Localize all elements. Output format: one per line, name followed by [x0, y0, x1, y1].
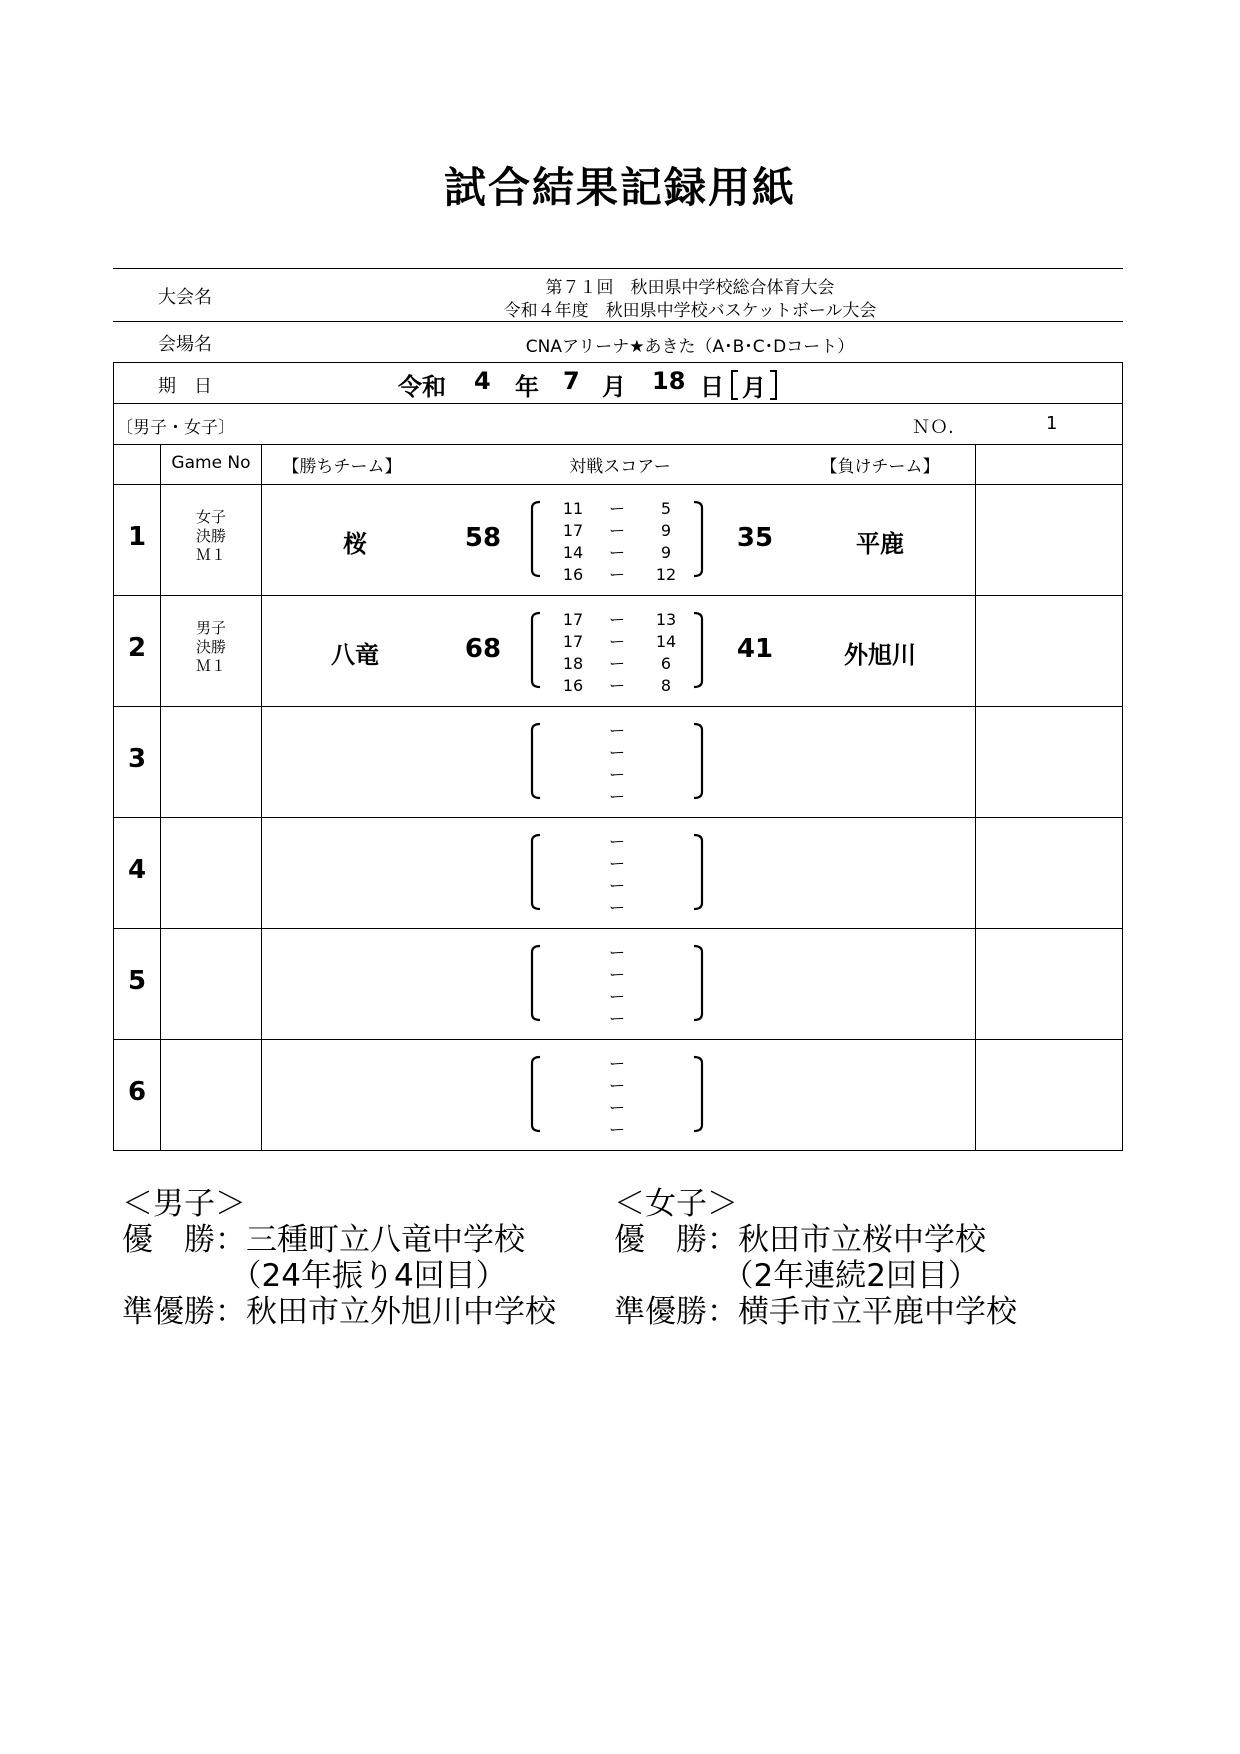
- winner-team: 八竜: [331, 641, 379, 669]
- bracket-right: [686, 610, 706, 690]
- quarter-dash: ー: [608, 1098, 625, 1117]
- row-number: 3: [127, 744, 147, 774]
- table-row-rule: [113, 817, 1123, 818]
- quarter-dash: ー: [608, 765, 625, 784]
- table-row-rule: [113, 928, 1123, 929]
- boys-winner: 優 勝：三種町立八竜中学校: [122, 1222, 525, 1258]
- row-number: 4: [127, 855, 147, 885]
- row-number: 6: [127, 1077, 147, 1107]
- quarter-winner-score: 16: [562, 565, 584, 584]
- bracket-left: [528, 610, 548, 690]
- winner-score: 68: [464, 634, 502, 664]
- rule-top: [113, 268, 1123, 269]
- table-header-rule: [113, 484, 1123, 485]
- quarter-loser-score: 6: [660, 654, 672, 673]
- game-category-line: Ｍ１: [195, 546, 226, 564]
- girls-runner-up: 準優勝：横手市立平鹿中学校: [614, 1294, 1017, 1330]
- boys-heading: ＜男子＞: [122, 1186, 246, 1222]
- tournament-label: 大会名: [158, 287, 212, 308]
- date-label: 期 日: [158, 376, 212, 397]
- rule-table-top: [113, 444, 1123, 445]
- quarter-dash: ー: [608, 721, 625, 740]
- game-category-line: 決勝: [195, 527, 226, 545]
- date-month: 7: [563, 367, 580, 395]
- quarter-dash: ー: [608, 943, 625, 962]
- col-winner: 【勝ちチーム】: [282, 457, 402, 477]
- quarter-dash: ー: [608, 965, 625, 984]
- quarter-loser-score: 14: [655, 632, 677, 651]
- quarter-dash: ー: [608, 898, 625, 917]
- bracket-left: [528, 499, 548, 579]
- quarter-loser-score: 12: [655, 565, 677, 584]
- quarter-loser-score: 9: [660, 521, 672, 540]
- no-value: 1: [1046, 413, 1058, 434]
- quarter-loser-score: 8: [660, 676, 672, 695]
- col-game-no: Game No: [171, 453, 251, 473]
- game-category-line: 男子: [195, 619, 226, 637]
- quarter-dash: ー: [608, 654, 625, 673]
- table-col-rule-4: [1122, 444, 1123, 1150]
- row-number: 5: [127, 966, 147, 996]
- winner-team: 桜: [343, 530, 367, 558]
- rule-date-right: [1122, 362, 1123, 444]
- venue-name: CNAアリーナ★あきた（A･B･C･Dコート）: [525, 337, 855, 357]
- bracket-right: [686, 832, 706, 912]
- quarter-dash: ー: [608, 543, 625, 562]
- rule-date: [113, 362, 1123, 363]
- quarter-dash: ー: [608, 787, 625, 806]
- quarter-winner-score: 11: [562, 499, 584, 518]
- rule-gender: [113, 403, 1123, 404]
- tournament-name-line1: 第７１回 秋田県中学校総合体育大会: [545, 278, 835, 298]
- table-row-rule: [113, 706, 1123, 707]
- table-col-rule-2: [261, 444, 262, 1150]
- row-number: 2: [127, 633, 147, 663]
- table-row-rule: [113, 1039, 1123, 1040]
- girls-note: （2年連続2回目）: [614, 1258, 979, 1294]
- quarter-winner-score: 17: [562, 521, 584, 540]
- quarter-dash: ー: [608, 1076, 625, 1095]
- rule-date-left: [113, 362, 114, 444]
- date-year: 4: [474, 367, 491, 395]
- quarter-winner-score: 17: [562, 632, 584, 651]
- winner-score: 58: [464, 523, 502, 553]
- bracket-right: [686, 499, 706, 579]
- bracket-right: [686, 943, 706, 1023]
- quarter-dash: ー: [608, 1120, 625, 1139]
- quarter-dash: ー: [608, 854, 625, 873]
- girls-heading: ＜女子＞: [614, 1186, 738, 1222]
- quarter-loser-score: 5: [660, 499, 672, 518]
- col-loser: 【負けチーム】: [820, 457, 940, 477]
- bracket-left: [528, 721, 548, 801]
- quarter-dash: ー: [608, 1054, 625, 1073]
- boys-runner-up: 準優勝：秋田市立外旭川中学校: [122, 1294, 556, 1330]
- boys-note: （24年振り4回目）: [122, 1258, 507, 1294]
- col-score: 対戦スコアー: [569, 457, 671, 477]
- quarter-dash: ー: [608, 565, 625, 584]
- quarter-dash: ー: [608, 499, 625, 518]
- row-number: 1: [127, 522, 147, 552]
- venue-label: 会場名: [158, 334, 212, 355]
- game-category-line: 決勝: [195, 638, 226, 656]
- quarter-dash: ー: [608, 876, 625, 895]
- quarter-loser-score: 13: [655, 610, 677, 629]
- loser-score: 35: [736, 523, 774, 553]
- bracket-right: [686, 721, 706, 801]
- quarter-dash: ー: [608, 1009, 625, 1028]
- page-title: 試合結果記録用紙: [443, 163, 796, 212]
- date-era: 令和: [398, 373, 446, 401]
- game-category-line: 女子: [195, 508, 226, 526]
- bracket-right: [686, 1054, 706, 1134]
- quarter-loser-score: 9: [660, 543, 672, 562]
- quarter-dash: ー: [608, 743, 625, 762]
- tournament-name-line2: 令和４年度 秋田県中学校バスケットボール大会: [503, 301, 877, 321]
- quarter-winner-score: 14: [562, 543, 584, 562]
- table-row-rule: [113, 595, 1123, 596]
- quarter-dash: ー: [608, 987, 625, 1006]
- loser-score: 41: [736, 634, 774, 664]
- quarter-dash: ー: [608, 521, 625, 540]
- game-category-line: Ｍ１: [195, 657, 226, 675]
- date-year-unit: 年: [515, 373, 539, 401]
- quarter-dash: ー: [608, 610, 625, 629]
- quarter-dash: ー: [608, 632, 625, 651]
- girls-winner: 優 勝：秋田市立桜中学校: [614, 1222, 986, 1258]
- bracket-left: [528, 1054, 548, 1134]
- loser-team: 外旭川: [844, 641, 916, 669]
- quarter-winner-score: 18: [562, 654, 584, 673]
- table-col-rule-3: [975, 444, 976, 1150]
- date-month-unit: 月: [602, 373, 626, 401]
- bracket-left: [528, 832, 548, 912]
- date-day-unit: 日: [700, 373, 724, 401]
- weekday-box: [730, 369, 778, 402]
- date-day: 18: [652, 367, 686, 395]
- date-weekday: 月: [742, 374, 766, 402]
- loser-team: 平鹿: [856, 530, 904, 558]
- rule-venue: [113, 321, 1123, 322]
- quarter-dash: ー: [608, 832, 625, 851]
- quarter-winner-score: 17: [562, 610, 584, 629]
- no-label: ＮＯ.: [912, 417, 954, 438]
- table-row-rule: [113, 1150, 1123, 1151]
- quarter-dash: ー: [608, 676, 625, 695]
- gender-label: 〔男子・女子〕: [116, 418, 235, 438]
- bracket-left: [528, 943, 548, 1023]
- quarter-winner-score: 16: [562, 676, 584, 695]
